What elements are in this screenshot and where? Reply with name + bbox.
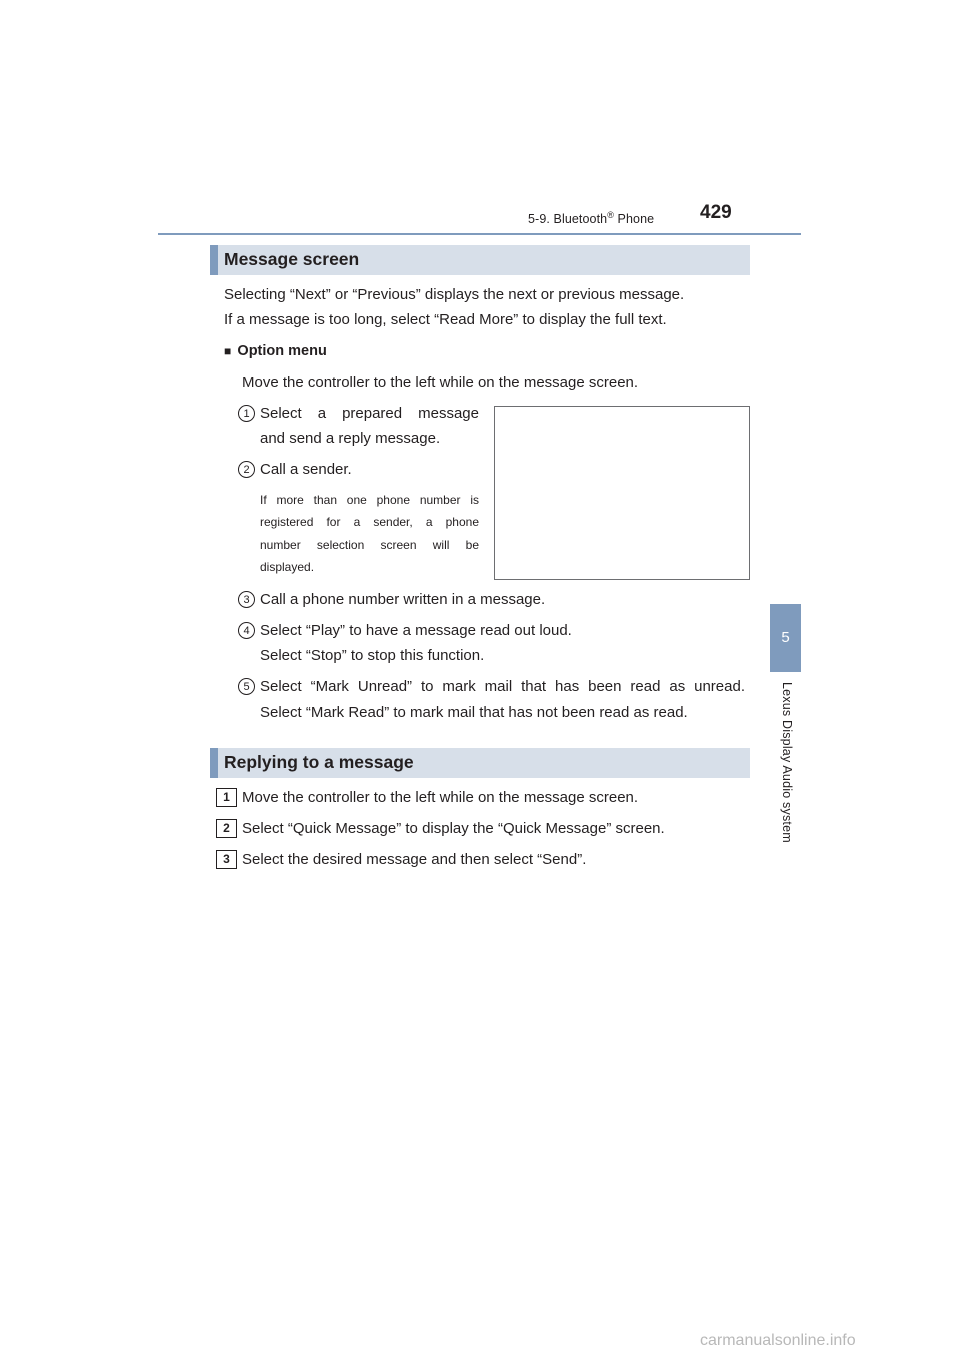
step-number-2: 2	[216, 819, 237, 838]
option-menu-heading: ■ Option menu	[224, 343, 327, 359]
option-menu-intro: Move the controller to the left while on the message screen.	[242, 374, 639, 391]
item-2-note-1: If more than one phone number is	[260, 493, 479, 507]
message-screen-illustration	[494, 406, 750, 580]
item-1-line-2: and send a reply message.	[260, 430, 441, 447]
step-3-text: Select the desired message and then select “Send”.	[242, 851, 587, 868]
item-5-line-1: Select “Mark Unread” to mark mail that has been read as unread.	[260, 678, 745, 695]
callout-number-5: 5	[238, 678, 255, 695]
item-2-line-1: Call a sender.	[260, 461, 352, 478]
step-number-1: 1	[216, 788, 237, 807]
item-4-line-1: Select “Play” to have a message read out loud.	[260, 622, 572, 639]
item-2-note-2: registered for a sender, a phone	[260, 515, 479, 529]
section-heading-replying: Replying to a message	[210, 748, 750, 778]
section-header: 5-9. Bluetooth® Phone	[528, 210, 655, 227]
item-2-note-3: number selection screen will be	[260, 538, 479, 552]
step-2-text: Select “Quick Message” to display the “Quick Message” screen.	[242, 820, 665, 837]
intro-line-2: If a message is too long, select “Read More” to display the full text.	[224, 311, 667, 328]
callout-number-4: 4	[238, 622, 255, 639]
section-heading-message-screen: Message screen	[210, 245, 750, 275]
step-1-text: Move the controller to the left while on the message screen.	[242, 789, 639, 806]
header-rule	[158, 233, 801, 235]
callout-number-1: 1	[238, 405, 255, 422]
item-4-line-2: Select “Stop” to stop this function.	[260, 647, 485, 664]
chapter-tab: 5	[770, 604, 801, 672]
bullet-square-icon: ■	[224, 344, 232, 358]
item-5-line-2: Select “Mark Read” to mark mail that has not been read as read.	[260, 704, 688, 721]
watermark: carmanualsonline.info	[700, 1332, 856, 1349]
intro-line-1: Selecting “Next” or “Previous” displays the next or previous message.	[224, 286, 685, 303]
page-number: 429	[700, 202, 732, 223]
item-3-line-1: Call a phone number written in a message.	[260, 591, 546, 608]
chapter-title: Lexus Display Audio system	[780, 682, 794, 843]
callout-number-2: 2	[238, 461, 255, 478]
item-2-note-4: displayed.	[260, 560, 315, 574]
step-number-3: 3	[216, 850, 237, 869]
callout-number-3: 3	[238, 591, 255, 608]
item-1-line-1: Select a prepared message	[260, 405, 479, 422]
